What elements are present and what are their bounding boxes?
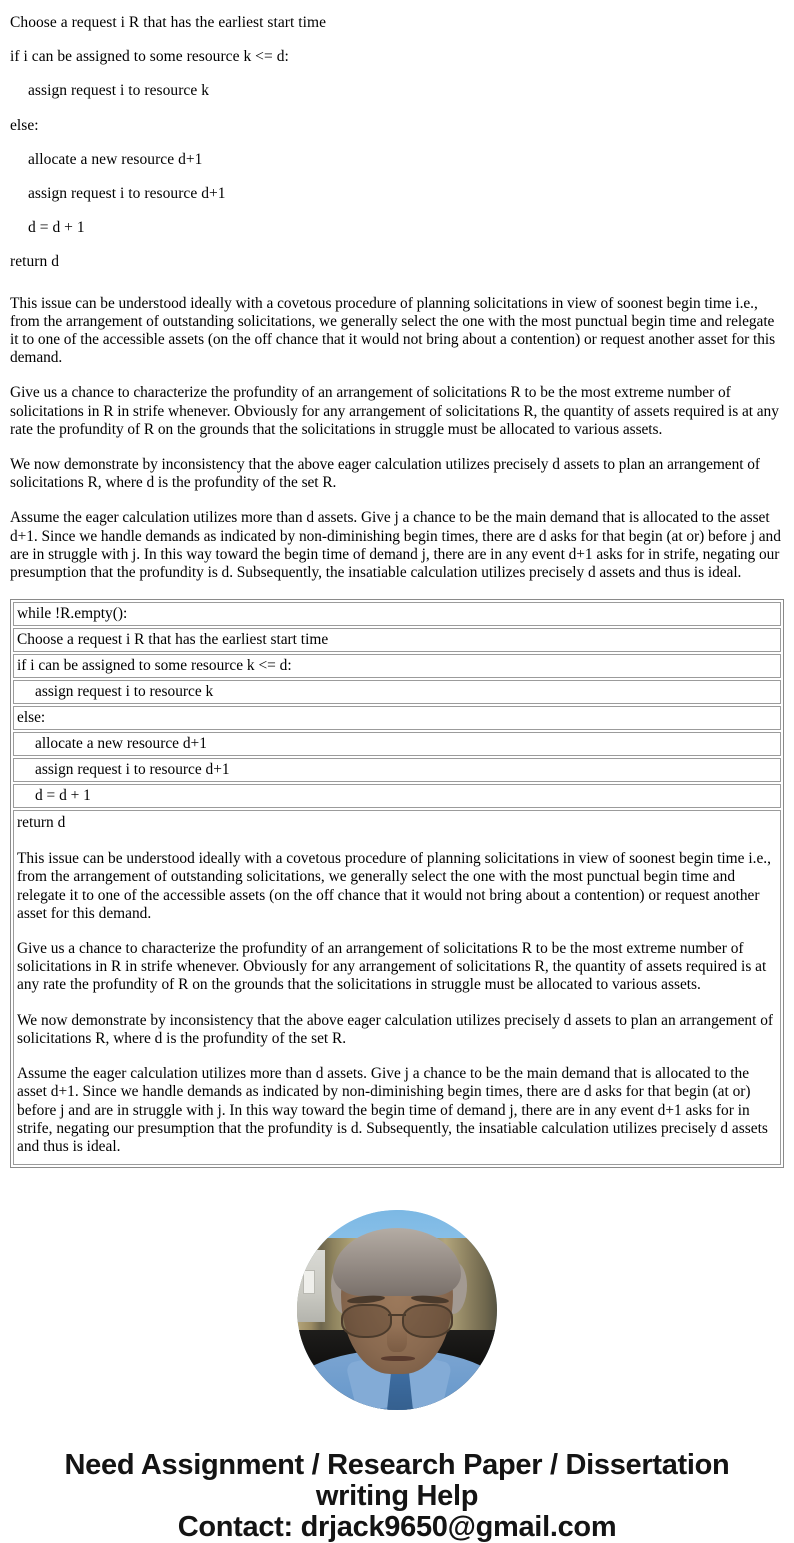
- pseudocode-line: Choose a request i R that has the earliest start time: [10, 14, 327, 31]
- paragraph: Give us a chance to characterize the profundity of an arrangement of solicitations R to be the most extreme number of solicitations in R in strife whenever. Obviously for any arrangement of solicitations R, the quantity of assets required is at any rate the profundity of R on the grounds that the solicitations in struggle must be allocated to various assets.: [17, 940, 767, 994]
- avatar-glasses-bridge: [388, 1314, 406, 1316]
- table-row: [13, 758, 781, 782]
- paragraph: This issue can be understood ideally with a covetous procedure of planning solicitations in view of soonest begin time i.e., from the arrangement of outstanding solicitations, we generally select the one with the most punctual begin time and relegate it to one of the accessible assets (on the off chance that it would not bring about a contention) or request another asset for this demand.: [17, 850, 771, 922]
- paragraph: Give us a chance to characterize the profundity of an arrangement of solicitations R to be the most extreme number of solicitations in R in strife whenever. Obviously for any arrangement of solicitations R, the quantity of assets required is at any rate the profundity of R on the grounds that the solicitations in struggle must be allocated to various assets.: [10, 384, 779, 438]
- footer-line-1: Need Assignment / Research Paper / Dissertation: [64, 1449, 730, 1482]
- pseudocode-line: d = d + 1: [28, 219, 85, 237]
- table-cell-code: while !R.empty():: [13, 602, 781, 626]
- table-cell-code: assign request i to resource k: [13, 680, 781, 704]
- algorithm-table: [10, 599, 784, 1168]
- pseudocode-line: return d: [10, 253, 60, 271]
- table-row: [13, 810, 781, 1165]
- footer-line-3: Contact: drjack9650@gmail.com: [177, 1511, 617, 1543]
- paragraph: We now demonstrate by inconsistency that the above eager calculation utilizes precisely d assets to plan an arrangement of solicitations R, where d is the profundity of the set R.: [17, 1011, 774, 1047]
- avatar-nose: [387, 1326, 407, 1352]
- table-row: [13, 628, 781, 652]
- paragraph: We now demonstrate by inconsistency that the above eager calculation utilizes precisely d assets to plan an arrangement of solicitations R, where d is the profundity of the set R.: [10, 456, 760, 492]
- paragraph: Assume the eager calculation utilizes more than d assets. Give j a chance to be the main demand that is allocated to the asset d+1. Since we handle demands as indicated by non-diminishing begin times, there are d asks for that begin (at or) before j and are in struggle with j. In this way toward the begin time of demand j, there are in any event d+1 asks for in strife, negating our presumption that the profundity is d. Subsequently, the insatiable calculation utilizes precisely d assets and thus is ideal.: [17, 1065, 768, 1155]
- avatar-background-light-switch: [303, 1270, 315, 1294]
- avatar-lens-left: [341, 1304, 392, 1338]
- table-cell-code: assign request i to resource d+1: [13, 758, 781, 782]
- table-row: [13, 602, 781, 626]
- paragraph: Assume the eager calculation utilizes more than d assets. Give j a chance to be the main demand that is allocated to the asset d+1. Since we handle demands as indicated by non-diminishing begin times, there are d asks for that begin (at or) before j and are in struggle with j. In this way toward the begin time of demand j, there are in any event d+1 asks for in strife, negating our presumption that the profundity is d. Subsequently, the insatiable calculation utilizes precisely d assets and thus is ideal.: [10, 509, 781, 582]
- table-cell-code: d = d + 1: [13, 784, 781, 808]
- pseudocode-line: assign request i to resource k: [28, 82, 209, 100]
- pseudocode-block-top: [10, 6, 784, 280]
- table-row: [13, 680, 781, 704]
- table-cell-code: Choose a request i R that has the earliest start time: [13, 628, 781, 652]
- paragraph: This issue can be understood ideally with a covetous procedure of planning solicitations in view of soonest begin time i.e., from the arrangement of outstanding solicitations, we generally select the one with the most punctual begin time and relegate it to one of the accessible assets (on the off chance that it would not bring about a contention) or request another asset for this demand.: [10, 294, 776, 367]
- table-row: [13, 654, 781, 678]
- return-line: return d: [17, 814, 66, 832]
- pseudocode-line: allocate a new resource d+1: [28, 150, 203, 168]
- avatar: [297, 1210, 497, 1410]
- pseudocode-line: else:: [10, 116, 39, 134]
- pseudocode-line: assign request i to resource d+1: [28, 185, 226, 203]
- table-cell-body: [13, 810, 781, 1165]
- pseudocode-line: if i can be assigned to some resource k <= d:: [10, 48, 289, 66]
- table-row: [13, 732, 781, 756]
- table-row: [13, 784, 781, 808]
- table-cell-code: else:: [13, 706, 781, 730]
- footer-line-2: writing Help: [315, 1480, 479, 1513]
- footer-contact-banner: [10, 1450, 784, 1543]
- avatar-container: [10, 1210, 784, 1410]
- table-row: [13, 706, 781, 730]
- table-cell-code: if i can be assigned to some resource k <= d:: [13, 654, 781, 678]
- table-cell-code: allocate a new resource d+1: [13, 732, 781, 756]
- avatar-lens-right: [402, 1304, 453, 1338]
